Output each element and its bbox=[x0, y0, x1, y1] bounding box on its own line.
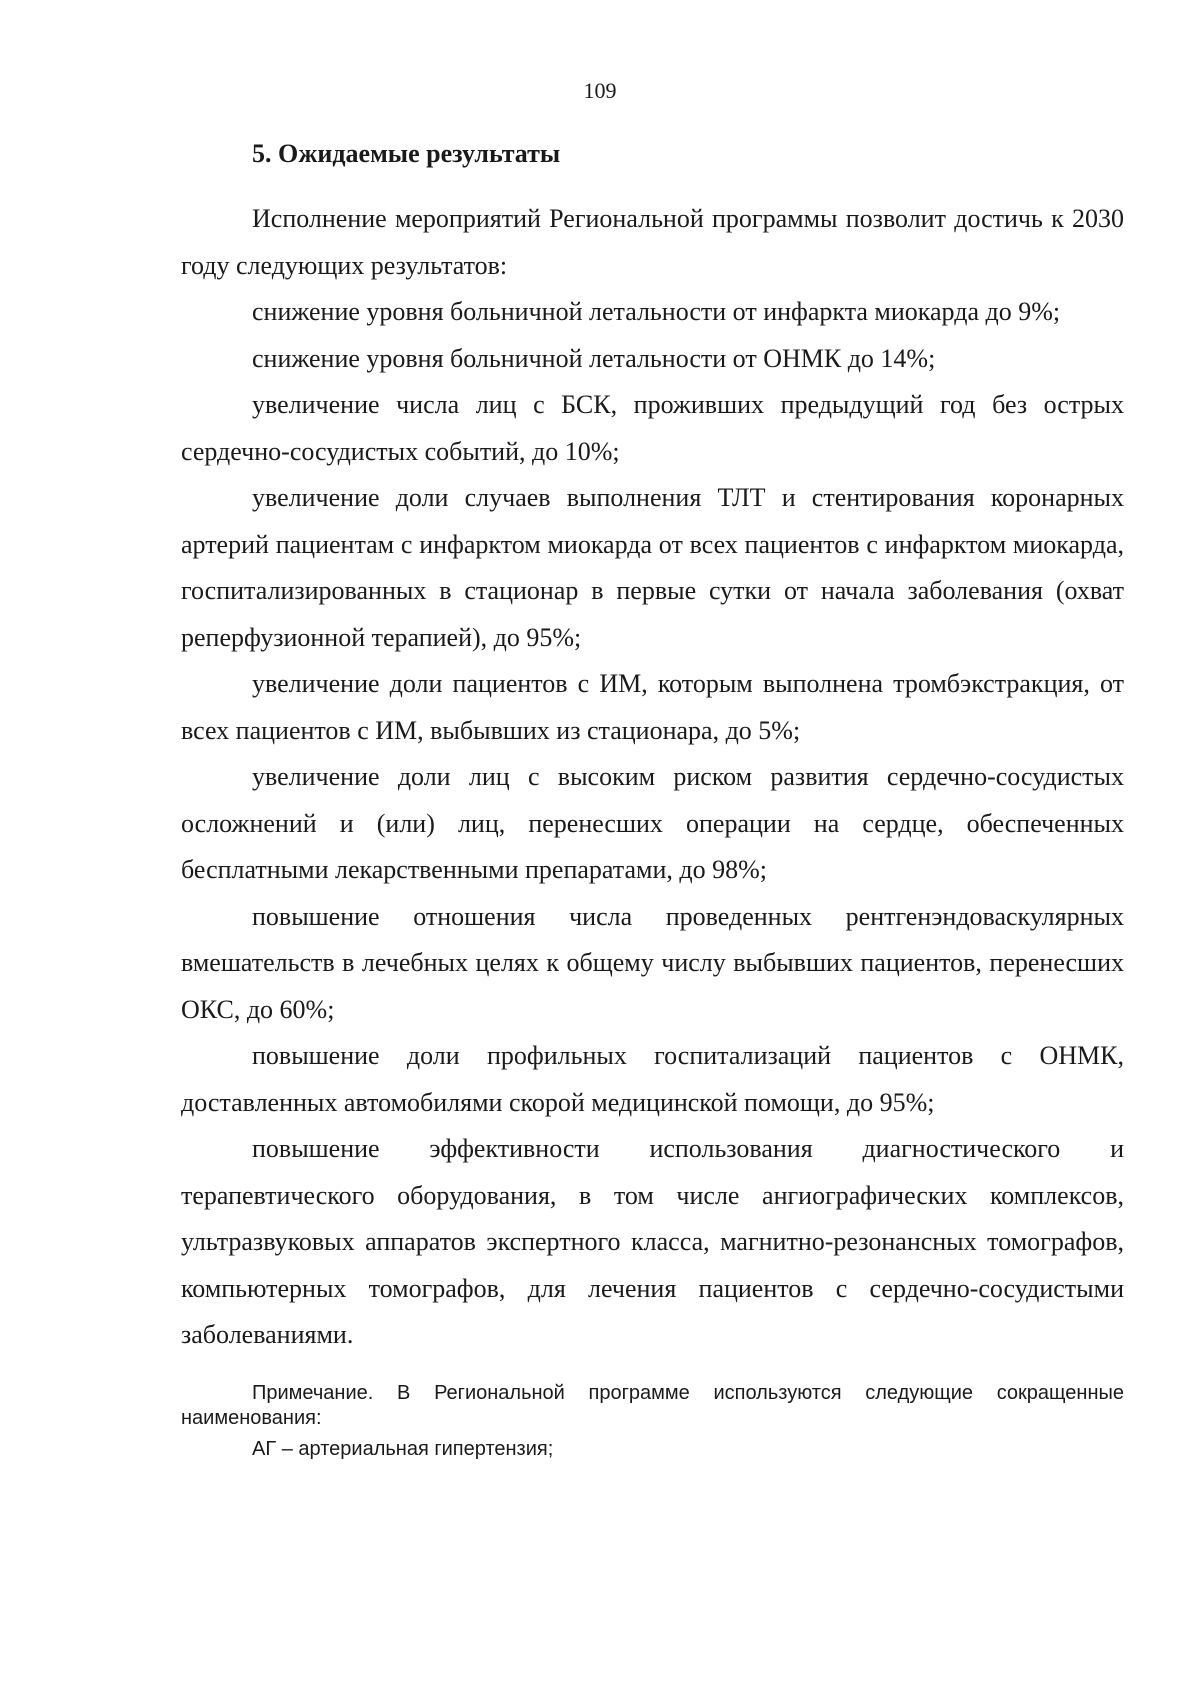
footnote-abbreviation: АГ – артериальная гипертензия; bbox=[252, 1437, 554, 1460]
paragraph-item: повышение доли профильных госпитализаций пациентов с ОНМК, доставленных автомобилями скорой медицинской помощи, до 95%; bbox=[181, 1041, 1124, 1117]
paragraph-item: увеличение доли пациентов с ИМ, которым выполнена тромбэкстракция, от всех пациентов с ИМ, выбывших из стационара, до 5%; bbox=[181, 669, 1124, 745]
footnote bbox=[181, 1381, 1124, 1462]
paragraph-item: повышение отношения числа проведенных рентгенэндоваскулярных вмешательств в лечебных целях к общему числу выбывших пациентов, перенесших ОКС, до 60%; bbox=[181, 901, 1124, 1024]
page-content bbox=[181, 136, 1124, 1462]
paragraph-intro: Исполнение мероприятий Региональной программы позволит достичь к 2030 году следующих результатов: bbox=[181, 204, 1124, 280]
paragraph-item: снижение уровня больничной летальности от инфаркта миокарда до 9%; bbox=[252, 297, 1061, 326]
paragraph-item: увеличение доли случаев выполнения ТЛТ и стентирования коронарных артерий пациентам с инфарктом миокарда от всех пациентов с инфарктом миокарда, госпитализированных в стационар в первые сутки от начала заболевания (охват реперфузионной терапией), до 95%; bbox=[181, 483, 1124, 652]
section-title: 5. Ожидаемые результаты bbox=[252, 139, 561, 168]
paragraph-item: повышение эффективности использования диагностического и терапевтического оборудования, в том числе ангиографических комплексов, ультразвуковых аппаратов экспертного класса, магнитно-резонансных томографов, компьютерных томографов, для лечения пациентов с сердечно-сосудистыми заболеваниями. bbox=[181, 1134, 1124, 1349]
paragraph-item: снижение уровня больничной летальности от ОНМК до 14%; bbox=[252, 343, 936, 373]
paragraph-item: увеличение доли лиц с высоким риском развития сердечно-сосудистых осложнений и (или) лиц, перенесших операции на сердце, обеспеченных бесплатными лекарственными препаратами, до 98%; bbox=[181, 762, 1124, 884]
footnote-text: Примечание. В Региональной программе используются следующие сокращенные наименования: bbox=[181, 1381, 1124, 1429]
paragraph-item: увеличение числа лиц с БСК, проживших предыдущий год без острых сердечно-сосудистых событий, до 10%; bbox=[181, 390, 1124, 466]
page-number: 109 bbox=[583, 78, 617, 103]
